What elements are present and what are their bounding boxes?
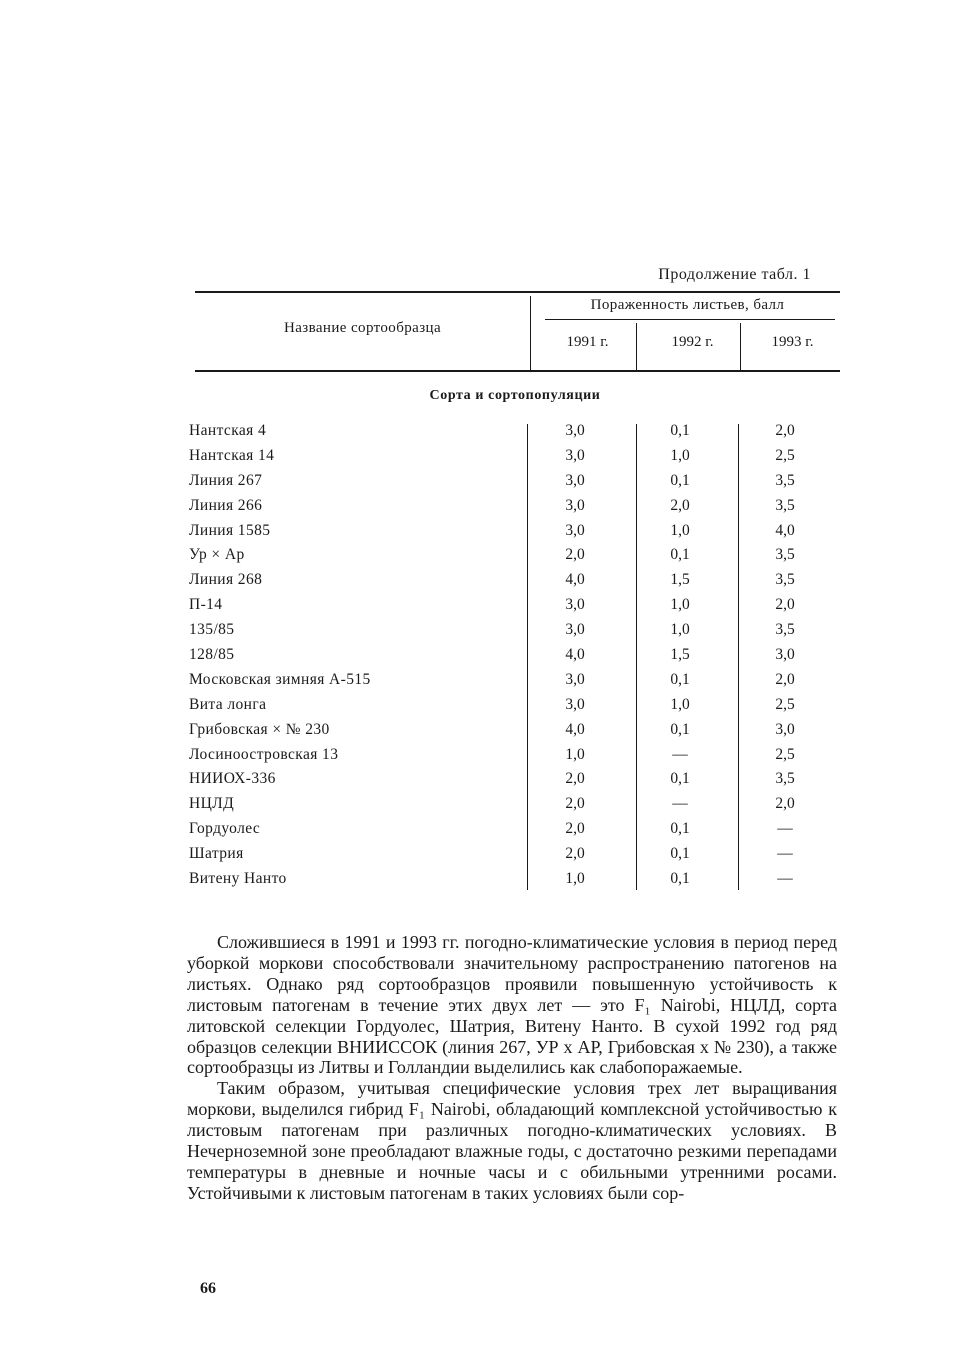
table-row [0,520,971,545]
variety-name: Нантская 14 [189,446,275,464]
value-1991: 1,0 [565,870,585,888]
variety-name: Ур × Ар [189,546,245,564]
section-title: Сорта и сортопопуляции [429,388,601,403]
variety-name: Линия 268 [189,571,263,589]
value-1993: 3,0 [775,720,795,738]
col-name-header: Название сортообразца [283,320,442,336]
table-top-rule [195,291,840,293]
value-1993: 2,0 [775,422,795,439]
header-group-rule [545,319,835,320]
value-1991: 4,0 [565,571,585,589]
year-1992-header: 1992 г. [671,334,714,350]
value-1993: 3,5 [775,571,795,589]
value-1993: 3,5 [775,471,795,489]
value-1992: 0,1 [670,770,690,788]
variety-name: Линия 266 [189,496,263,514]
table-row [0,470,971,495]
value-1992: 1,0 [670,446,690,464]
value-1993: 2,0 [775,596,795,614]
value-1991: 3,0 [565,496,585,514]
variety-name: 128/85 [189,646,235,664]
table-body [0,420,971,893]
value-1993: 2,5 [775,745,795,763]
variety-name: Нантская 4 [189,422,267,439]
variety-name: НЦЛД [189,795,235,813]
table-row [0,694,971,719]
table-row [0,868,971,893]
value-1992: — [672,745,688,763]
value-1992: 0,1 [670,845,690,863]
table-row [0,669,971,694]
table-caption: Продолжение табл. 1 [658,266,811,283]
variety-name: 135/85 [189,621,235,639]
value-1992: 1,0 [670,596,690,614]
table-header-bottom-rule [195,370,840,372]
value-1992: 2,0 [670,496,690,514]
value-1993: — [777,820,793,838]
value-1991: 2,0 [565,820,585,838]
value-1991: 2,0 [565,546,585,564]
table-row [0,594,971,619]
value-1992: — [672,795,688,813]
value-1992: 1,0 [670,521,690,539]
table-row [0,544,971,569]
table-row [0,843,971,868]
value-1991: 2,0 [565,770,585,788]
value-1991: 4,0 [565,720,585,738]
value-1991: 3,0 [565,446,585,464]
table-row [0,619,971,644]
table-row [0,569,971,594]
header-divider [636,323,637,370]
header-divider [740,323,741,370]
variety-name: Лосиноостровская 13 [189,745,339,763]
value-1991: 3,0 [565,422,585,439]
value-1992: 0,1 [670,546,690,564]
value-1993: — [777,845,793,863]
table-row [0,495,971,520]
table-row [0,744,971,769]
variety-name: Вита лонга [189,695,267,713]
table-row [0,644,971,669]
value-1991: 1,0 [565,745,585,763]
table-row [0,818,971,843]
value-1992: 1,5 [670,646,690,664]
value-1992: 0,1 [670,471,690,489]
value-1993: 2,0 [775,795,795,813]
paragraph: Сложившиеся в 1991 и 1993 гг. погодно-климатические условия в период перед уборкой моркови способствовали значительному распространению патогенов на листьях. Однако ряд сортообразцов проявили повышенную устойчивость к листовым патогенам в течение этих двух лет — это F₁ Nairobi, НЦЛД, сорта литовской селекции Гордуолес, Шатрия, Витену Нанто. В сухой 1992 год ряд образцов селекции ВНИИССОК (линия 267, УР х АР, Грибовская х № 230), а также сортообразцы из Литвы и Голландии выделились как слабопоражаемые. [187,932,837,1078]
variety-name: Линия 1585 [189,521,271,539]
value-1991: 3,0 [565,695,585,713]
value-1993: 2,0 [775,670,795,688]
value-1991: 3,0 [565,521,585,539]
header-divider [530,296,531,370]
paragraph: Таким образом, учитывая специфические условия трех лет выращивания моркови, выделился гибрид F₁ Nairobi, обладающий комплексной устойчивостью к листовым патогенам при различных погодно-климатических условиях. В Нечерноземной зоне преобладают влажные годы, с достаточно резкими перепадами температуры в дневные и ночные часы и с обильными утренними росами. Устойчивыми к листовым патогенам в таких условиях были сор- [187,1078,837,1203]
value-1991: 3,0 [565,621,585,639]
value-1992: 0,1 [670,820,690,838]
value-1991: 3,0 [565,596,585,614]
variety-name: Гордуолес [189,820,261,838]
value-1993: 4,0 [775,521,795,539]
page-number: 66 [200,1280,216,1297]
variety-name: Витену Нанто [189,870,287,888]
value-1993: 2,5 [775,695,795,713]
variety-name: П-14 [189,596,223,614]
value-1992: 0,1 [670,422,690,439]
table-row [0,768,971,793]
variety-name: Грибовская × № 230 [189,720,330,738]
value-1991: 4,0 [565,646,585,664]
value-1992: 1,5 [670,571,690,589]
value-1993: 3,5 [775,621,795,639]
value-1991: 3,0 [565,471,585,489]
value-1993: 3,5 [775,496,795,514]
year-1991-header: 1991 г. [566,334,609,350]
value-1991: 3,0 [565,670,585,688]
value-1993: — [777,870,793,888]
variety-name: Линия 267 [189,471,263,489]
variety-name: НИИОХ-336 [189,770,276,788]
value-1993: 3,5 [775,770,795,788]
value-1992: 0,1 [670,670,690,688]
body-text [187,932,837,1204]
value-1991: 2,0 [565,845,585,863]
value-1993: 3,0 [775,646,795,664]
value-1992: 1,0 [670,621,690,639]
variety-name: Шатрия [189,845,244,863]
table-row [0,793,971,818]
variety-name: Московская зимняя А-515 [189,670,371,688]
value-1993: 3,5 [775,546,795,564]
table-row [0,445,971,470]
value-1991: 2,0 [565,795,585,813]
year-1993-header: 1993 г. [771,334,814,350]
col-group-header: Пораженность листьев, балл [590,297,785,313]
value-1992: 1,0 [670,695,690,713]
table-row [0,420,971,445]
value-1992: 0,1 [670,720,690,738]
value-1993: 2,5 [775,446,795,464]
table-row [0,719,971,744]
value-1992: 0,1 [670,870,690,888]
